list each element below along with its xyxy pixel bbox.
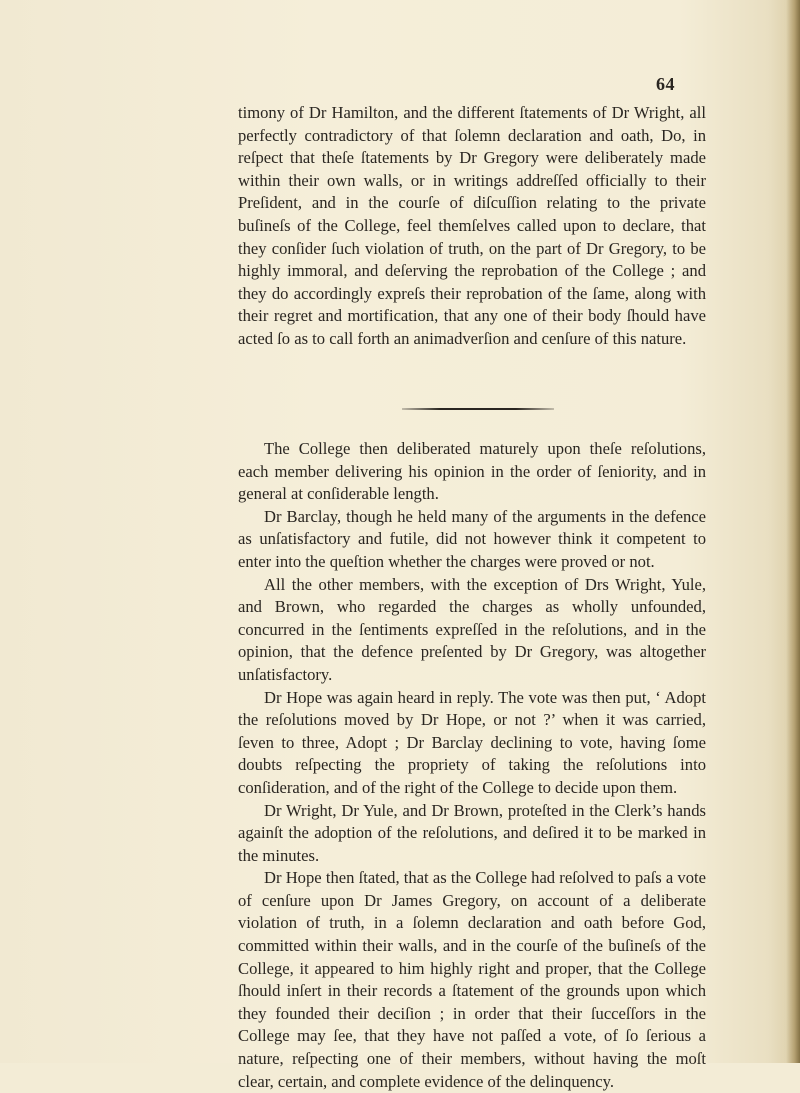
- paragraph: Dr Hope was again heard in reply. The vote was then put, ‘ Adopt the reſolutions moved by Dr Hope, or not ?’ when it was carried, ſeven to three, Adopt ; Dr Barclay declining to vote, having ſome doubts reſpecting the propriety of taking the reſolutions into conſideration, and of the right of the College to decide upon them.: [238, 687, 706, 797]
- paragraph: Dr Hope then ſtated, that as the College had reſolved to paſs a vote of cenſure upon Dr James Gregory, on account of a deliberate violation of truth, in a ſolemn declaration and oath before God, committed within their walls, and in the courſe of the buſineſs of the College, it appeared to him highly right and proper, that the College ſhould inſert in their records a ſtatement of the grounds upon which they founded their deciſion ; in order that their ſucceſſors in the College may ſee, that they have not paſſed a vote, of ſo ſerious a nature, reſpecting one of their members, without having the moſt clear, certain, and complete evidence of the delinquency.: [238, 868, 706, 1091]
- page-edge-shadow: [786, 0, 800, 1063]
- text-block-top: [238, 102, 706, 351]
- paragraph: Dr Wright, Dr Yule, and Dr Brown, proteſted in the Clerk’s hands againſt the adoption of the reſolutions, and deſired it to be marked in the minutes.: [238, 800, 706, 865]
- paragraph: Dr Barclay, though he held many of the arguments in the defence as unſatisfactory and futile, did not however think it competent to enter into the queſtion whether the charges were proved or not.: [238, 506, 706, 571]
- page-number: 64: [656, 74, 675, 94]
- section-divider: [402, 408, 554, 410]
- paragraph: The College then deliberated maturely upon theſe reſolutions, each member delivering his opinion in the order of ſeniority, and in general at conſiderable length.: [238, 439, 706, 504]
- paragraph: All the other members, with the exception of Drs Wright, Yule, and Brown, who regarded the charges as wholly unfounded, concurred in the ſentiments expreſſed in the reſolutions, and in the opinion, that the defence preſented by Dr Gregory, was altogether unſatisfactory.: [238, 574, 706, 684]
- continued-paragraph: timony of Dr Hamilton, and the different ſtatements of Dr Wright, all perfectly contradictory of that ſolemn declaration and oath, Do, in reſpect that theſe ſtatements by Dr Gregory were deliberately made within their own walls, or in writings addreſſed officially to their Preſident, and in the courſe of diſcuſſion relating to the private buſineſs of the College, feel themſelves called upon to declare, that they conſider ſuch violation of truth, on the part of Dr Gregory, to be highly immoral, and deſerving the reprobation of the College ; and they do accordingly expreſs their reprobation of the ſame, along with their regret and mortification, that any one of their body ſhould have acted ſo as to call forth an animadverſion and cenſure of this nature.: [238, 103, 706, 348]
- text-block-bottom: [238, 438, 706, 1093]
